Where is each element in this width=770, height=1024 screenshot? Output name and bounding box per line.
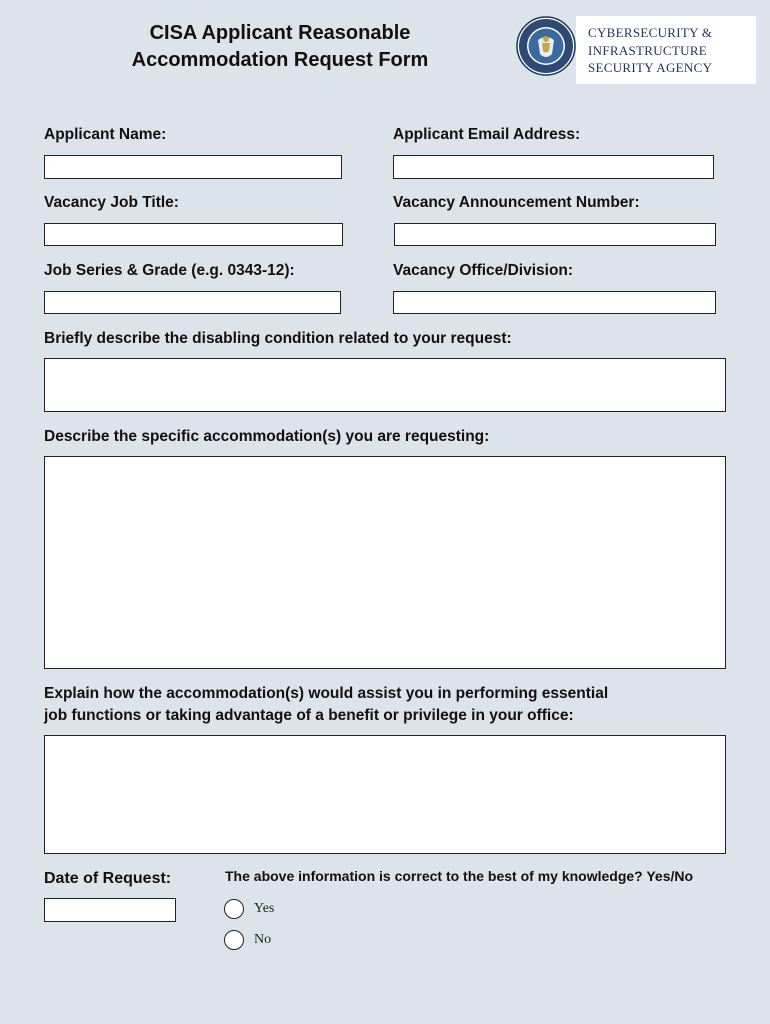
agency-name-line-2: INFRASTRUCTURE [588, 42, 708, 58]
applicant-email-input[interactable] [393, 155, 714, 179]
explain-label-line-2: job functions or taking advantage of a benefit or privilege in your office: [44, 707, 574, 724]
agency-name-line-3: SECURITY AGENCY [588, 60, 713, 75]
vacancy-number-label: Vacancy Announcement Number: [393, 194, 640, 211]
radio-no[interactable] [224, 930, 244, 950]
radio-yes[interactable] [224, 899, 244, 919]
accommodations-textarea[interactable] [44, 456, 726, 669]
radio-no-label: No [254, 932, 272, 947]
accommodations-label: Describe the specific accommodation(s) you are requesting: [44, 428, 490, 445]
vacancy-title-label: Vacancy Job Title: [44, 194, 179, 211]
applicant-name-label: Applicant Name: [44, 126, 167, 143]
radio-yes-label: Yes [254, 901, 275, 916]
certification-question: The above information is correct to the best of my knowledge? Yes/No [225, 868, 694, 884]
vacancy-title-input[interactable] [44, 223, 343, 246]
cisa-seal-icon [516, 16, 576, 76]
explain-label-line-1: Explain how the accommodation(s) would assist you in performing essential [44, 685, 609, 702]
office-division-label: Vacancy Office/Division: [393, 262, 574, 279]
agency-name-line-1: CYBERSECURITY & [588, 25, 713, 40]
disabling-condition-textarea[interactable] [44, 358, 726, 412]
page-title [90, 20, 470, 74]
date-of-request-label: Date of Request: [44, 870, 172, 887]
vacancy-number-input[interactable] [394, 223, 716, 246]
agency-name [588, 24, 748, 77]
series-grade-label: Job Series & Grade (e.g. 0343-12): [44, 262, 295, 279]
office-division-input[interactable] [393, 291, 716, 314]
applicant-email-label: Applicant Email Address: [393, 126, 581, 143]
title-line-1: CISA Applicant Reasonable [149, 22, 411, 44]
disabling-condition-label: Briefly describe the disabling condition related to your request: [44, 330, 512, 347]
date-of-request-input[interactable] [44, 898, 176, 922]
title-line-2: Accommodation Request Form [131, 49, 429, 71]
series-grade-input[interactable] [44, 291, 341, 314]
applicant-name-input[interactable] [44, 155, 342, 179]
explain-textarea[interactable] [44, 735, 726, 854]
